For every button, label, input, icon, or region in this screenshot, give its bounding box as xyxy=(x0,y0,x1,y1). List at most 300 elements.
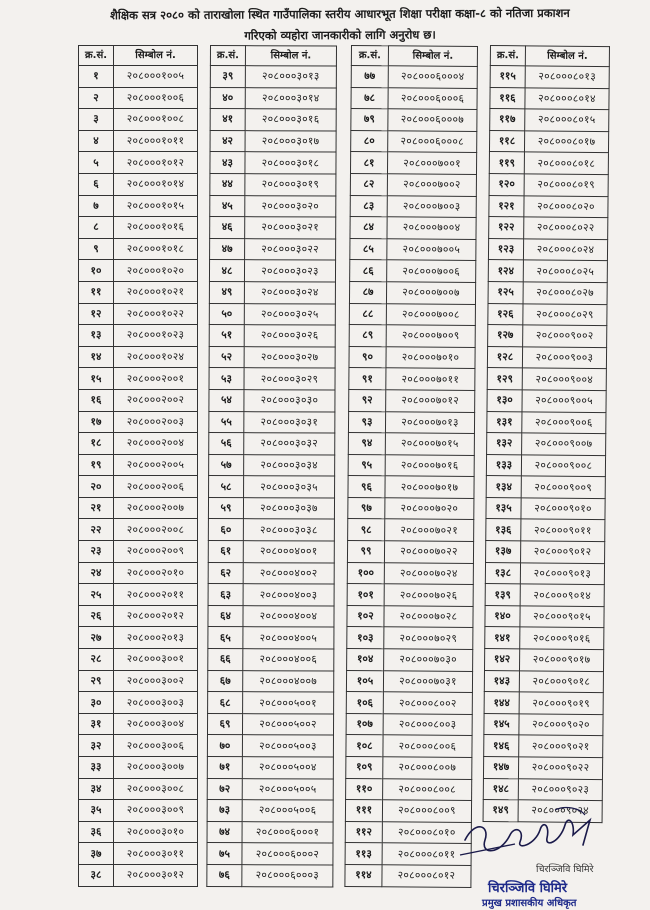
symbol-number-cell: २०८०००९०१० xyxy=(521,498,605,520)
serial-number-cell: ९३ xyxy=(348,411,385,433)
serial-number-cell: १८ xyxy=(79,433,114,455)
table-row xyxy=(350,217,476,240)
serial-number-cell: १२८ xyxy=(487,346,522,368)
serial-number-cell: १२५ xyxy=(488,281,523,303)
symbol-number-cell: २०८०००३०२४ xyxy=(244,282,335,304)
symbol-number-cell: २०८०००७०२८ xyxy=(384,606,473,628)
table-row xyxy=(207,843,333,865)
table-row xyxy=(208,497,334,519)
table-row xyxy=(210,238,336,260)
symbol-header: सिम्बोल नं. xyxy=(114,46,198,66)
symbol-number-cell: २०८०००९००२ xyxy=(523,325,607,347)
symbol-number-cell: २०८०००५००४ xyxy=(242,757,333,779)
table-row xyxy=(347,627,473,650)
symbol-number-cell: २०८०००८०१२ xyxy=(382,865,471,887)
serial-number-cell: ५८ xyxy=(209,476,244,498)
table-row xyxy=(210,130,336,152)
symbol-number-cell: २०८०००६०००२ xyxy=(242,843,333,865)
serial-number-cell: ८७ xyxy=(349,281,386,303)
symbol-number-cell: २०८०००९०११ xyxy=(521,519,605,541)
table-row xyxy=(487,346,606,369)
serial-number-cell: २३ xyxy=(79,541,114,563)
symbol-number-cell: २०८०००९०१५ xyxy=(520,606,604,628)
symbol-number-cell: २०८०००३०३० xyxy=(244,390,335,412)
table-row xyxy=(79,519,198,541)
serial-number-cell: ७७ xyxy=(351,66,388,88)
table-row xyxy=(490,87,609,110)
table-row xyxy=(349,368,475,391)
table-row xyxy=(208,519,334,541)
table-row xyxy=(79,605,198,627)
table-row xyxy=(350,260,476,283)
symbol-number-cell: २०८०००१००६ xyxy=(114,87,198,109)
serial-header: क्र.सं. xyxy=(490,46,525,66)
symbol-number-cell: २०८०००२०१२ xyxy=(114,605,198,627)
symbol-number-cell: २०८०००२००८ xyxy=(114,519,198,541)
serial-number-cell: ४० xyxy=(210,87,245,109)
symbol-number-cell: २०८०००९००९ xyxy=(521,476,605,498)
symbol-number-cell: २०८०००५००३ xyxy=(242,735,333,757)
results-table-2 xyxy=(206,45,337,887)
symbol-number-cell: २०८०००७००७ xyxy=(386,282,475,304)
table-row xyxy=(79,281,198,303)
serial-number-cell: २४ xyxy=(79,562,114,584)
table-row xyxy=(350,173,476,196)
table-row xyxy=(79,821,198,843)
table-row xyxy=(347,562,473,585)
serial-number-cell: ५५ xyxy=(209,411,244,433)
serial-number-cell: १०६ xyxy=(346,692,383,714)
serial-number-cell: १३४ xyxy=(486,476,521,498)
table-row xyxy=(209,389,335,411)
serial-number-cell: १०९ xyxy=(346,756,383,778)
table-row xyxy=(486,476,605,499)
table-row xyxy=(346,713,472,736)
table-row xyxy=(486,454,605,477)
serial-number-cell: ३ xyxy=(79,109,114,131)
serial-number-cell: ४६ xyxy=(210,217,245,239)
serial-number-cell: १०२ xyxy=(347,605,384,627)
serial-number-cell: १५ xyxy=(79,368,114,390)
serial-number-cell: ४५ xyxy=(210,195,245,217)
symbol-number-cell: २०८०००७००६ xyxy=(387,260,476,282)
symbol-number-cell: २०८०००२००९ xyxy=(114,541,198,563)
table-row xyxy=(208,562,334,584)
table-row xyxy=(489,130,608,153)
serial-number-cell: १४४ xyxy=(484,692,519,714)
serial-number-cell: ८१ xyxy=(350,152,387,174)
symbol-number-cell: २०८०००६०००३ xyxy=(242,865,333,887)
symbol-number-cell: २०८०००८००८ xyxy=(383,778,472,800)
symbol-number-cell: २०८०००७००५ xyxy=(387,239,476,261)
symbol-number-cell: २०८०००३०१९ xyxy=(245,174,336,196)
symbol-number-cell: २०८०००२००५ xyxy=(114,454,198,476)
serial-number-cell: ३१ xyxy=(79,713,114,735)
symbol-number-cell: २०८०००६०००१ xyxy=(242,821,333,843)
symbol-number-cell: २०८०००२००७ xyxy=(114,497,198,519)
symbol-number-cell: २०८०००९००३ xyxy=(522,347,606,369)
serial-number-cell: ४९ xyxy=(209,281,244,303)
symbol-number-cell: २०८०००७०१७ xyxy=(385,476,474,498)
symbol-number-cell: २०८०००९०१९ xyxy=(519,692,603,714)
symbol-number-cell: २०८०००३००३ xyxy=(114,692,198,714)
table-row xyxy=(79,864,198,886)
table-row xyxy=(208,692,334,714)
table-row xyxy=(79,195,198,217)
table-row xyxy=(349,346,475,369)
symbol-number-cell: २०८०००९०२२ xyxy=(518,757,602,779)
notice-heading xyxy=(70,3,610,48)
table-row xyxy=(487,433,606,456)
table-row xyxy=(79,217,198,239)
table-row xyxy=(79,562,198,584)
serial-number-cell: ३८ xyxy=(79,864,114,886)
symbol-number-cell: २०८०००८००२ xyxy=(383,692,472,714)
serial-number-cell: ५२ xyxy=(209,346,244,368)
table-row xyxy=(210,152,336,174)
serial-number-cell: १२४ xyxy=(488,260,523,282)
symbol-number-cell: २०८०००८०१८ xyxy=(524,152,608,174)
table-row xyxy=(79,670,198,692)
table-row xyxy=(349,281,475,304)
serial-number-cell: १४१ xyxy=(485,627,520,649)
symbol-number-cell: २०८०००९०१३ xyxy=(520,562,604,584)
symbol-number-cell: २०८०००७०१२ xyxy=(386,390,475,412)
table-row xyxy=(209,454,335,476)
symbol-number-cell: २०८०००१०२१ xyxy=(114,281,198,303)
table-row xyxy=(487,389,606,412)
table-row xyxy=(348,411,474,434)
serial-number-cell: ३० xyxy=(79,692,114,714)
symbol-number-cell: २०८०००३००९ xyxy=(114,800,198,822)
table-row xyxy=(79,152,198,174)
symbol-number-cell: २०८०००३००४ xyxy=(114,713,198,735)
table-row xyxy=(210,66,336,88)
symbol-number-cell: २०८०००७००८ xyxy=(386,303,475,325)
table-row xyxy=(483,778,602,801)
serial-number-cell: ६६ xyxy=(208,649,243,671)
serial-header: क्र.सं. xyxy=(210,46,245,66)
table-row xyxy=(79,713,198,735)
symbol-number-cell: २०८०००७०२४ xyxy=(384,562,473,584)
table-row xyxy=(79,87,198,109)
serial-number-cell: १२२ xyxy=(489,217,524,239)
serial-number-cell: ३७ xyxy=(79,843,114,865)
serial-number-cell: २५ xyxy=(79,584,114,606)
table-row xyxy=(207,756,333,778)
serial-number-cell: १३९ xyxy=(485,584,520,606)
serial-number-cell: ६९ xyxy=(207,713,242,735)
heading-line-2: गरिएको व्यहोरा जानकारीको लागि अनुरोध छ। xyxy=(244,27,436,43)
symbol-number-cell: २०८०००४००७ xyxy=(243,670,334,692)
symbol-number-cell: २०८०००७०३१ xyxy=(383,670,472,692)
table-row xyxy=(208,627,334,649)
symbol-number-cell: २०८०००९०१८ xyxy=(519,670,603,692)
table-row xyxy=(207,821,333,843)
symbol-header: सिम्बोल नं. xyxy=(388,46,477,67)
table-row xyxy=(486,497,605,520)
table-row xyxy=(484,692,603,715)
table-row xyxy=(209,433,335,455)
table-row xyxy=(208,649,334,671)
table-row xyxy=(489,195,608,218)
table-row xyxy=(351,66,477,89)
serial-number-cell: १३२ xyxy=(487,433,522,455)
serial-number-cell: ९५ xyxy=(348,454,385,476)
table-row xyxy=(207,735,333,757)
symbol-number-cell: २०८०००७०१३ xyxy=(385,411,474,433)
symbol-number-cell: २०८०००३०२९ xyxy=(244,368,335,390)
serial-number-cell: ६८ xyxy=(208,692,243,714)
serial-number-cell: १३३ xyxy=(486,454,521,476)
table-row xyxy=(208,670,334,692)
symbol-number-cell: २०८०००२०११ xyxy=(114,584,198,606)
table-row xyxy=(346,756,472,779)
table-row xyxy=(487,411,606,434)
serial-number-cell: १४ xyxy=(79,346,114,368)
table-row xyxy=(489,152,608,175)
serial-number-cell: ६१ xyxy=(208,541,243,563)
table-row xyxy=(207,713,333,735)
symbol-number-cell: २०८०००८०१९ xyxy=(524,174,608,196)
serial-number-cell: ५० xyxy=(209,303,244,325)
serial-number-cell: ७३ xyxy=(207,800,242,822)
symbol-number-cell: २०८०००९००४ xyxy=(522,368,606,390)
serial-number-cell: ३३ xyxy=(79,757,114,779)
table-row xyxy=(79,541,198,563)
symbol-number-cell: २०८०००४००४ xyxy=(243,605,334,627)
serial-number-cell: ७५ xyxy=(207,843,242,865)
symbol-number-cell: २०८०००३०२१ xyxy=(245,217,336,239)
table-row xyxy=(79,173,198,195)
table-row xyxy=(79,368,198,390)
symbol-number-cell: २०८०००३०२६ xyxy=(244,325,335,347)
table-row xyxy=(79,389,198,411)
serial-number-cell: ३९ xyxy=(210,66,245,88)
symbol-number-cell: २०८०००३०३१ xyxy=(244,411,335,433)
serial-number-cell: ४२ xyxy=(210,130,245,152)
serial-number-cell: ८ xyxy=(79,217,114,239)
symbol-number-cell: २०८०००३००६ xyxy=(114,735,198,757)
symbol-number-cell: २०८०००५००६ xyxy=(242,800,333,822)
table-row xyxy=(488,260,607,283)
symbol-number-cell: २०८०००९०२३ xyxy=(518,778,602,800)
table-row xyxy=(79,66,198,88)
table-row xyxy=(350,238,476,261)
serial-number-cell: १४२ xyxy=(484,649,519,671)
table-row xyxy=(79,497,198,519)
table-row xyxy=(208,541,334,563)
serial-number-cell: १२० xyxy=(489,173,524,195)
symbol-number-cell: २०८०००४००२ xyxy=(243,562,334,584)
table-row xyxy=(347,605,473,628)
serial-number-cell: ८२ xyxy=(350,173,387,195)
symbol-header: सिम्बोल नं. xyxy=(245,46,336,66)
table-row xyxy=(79,260,198,282)
serial-number-cell: १९ xyxy=(79,454,114,476)
symbol-number-cell: २०८०००९०१७ xyxy=(519,649,603,671)
serial-number-cell: १४० xyxy=(485,605,520,627)
table-header-row xyxy=(490,46,609,67)
table-row xyxy=(207,778,333,800)
symbol-number-cell: २०८०००२००२ xyxy=(114,389,198,411)
table-row xyxy=(484,670,603,693)
serial-number-cell: ८९ xyxy=(349,325,386,347)
serial-number-cell: ९२ xyxy=(349,389,386,411)
symbol-number-cell: २०८०००२००१ xyxy=(114,368,198,390)
table-row xyxy=(350,195,476,218)
table-row xyxy=(79,130,198,152)
symbol-number-cell: २०८०००८००९ xyxy=(382,800,471,822)
table-row xyxy=(351,109,477,132)
symbol-number-cell: २०८०००७०२९ xyxy=(384,627,473,649)
symbol-number-cell: २०८०००३०१८ xyxy=(245,152,336,174)
table-row xyxy=(485,562,604,585)
symbol-number-cell: २०८०००३०१२ xyxy=(114,864,198,886)
symbol-number-cell: २०८०००८०२५ xyxy=(523,260,607,282)
table-row xyxy=(79,303,198,325)
serial-number-cell: ११४ xyxy=(345,864,382,886)
symbol-number-cell: २०८०००९०२० xyxy=(519,714,603,736)
serial-number-cell: १३५ xyxy=(486,497,521,519)
symbol-number-cell: २०८०००९०१४ xyxy=(520,584,604,606)
serial-number-cell: ७० xyxy=(207,735,242,757)
symbol-number-cell: २०८०००१०१८ xyxy=(114,238,198,260)
symbol-number-cell: २०८०००६०००६ xyxy=(388,87,477,109)
serial-number-cell: ४८ xyxy=(209,260,244,282)
table-row xyxy=(79,843,198,865)
serial-number-cell: १०१ xyxy=(347,584,384,606)
symbol-number-cell: २०८०००६०००४ xyxy=(388,66,477,88)
table-row xyxy=(210,217,336,239)
symbol-number-cell: २०८०००३०१७ xyxy=(245,130,336,152)
table-row xyxy=(79,692,198,714)
serial-number-cell: ४३ xyxy=(210,152,245,174)
table-row xyxy=(350,152,476,175)
serial-number-cell: १३१ xyxy=(487,411,522,433)
serial-number-cell: ४७ xyxy=(210,238,245,260)
serial-number-cell: ११ xyxy=(79,281,114,303)
serial-number-cell: ११७ xyxy=(490,109,525,131)
table-row xyxy=(345,843,471,866)
symbol-number-cell: २०८०००७००३ xyxy=(387,195,476,217)
serial-number-cell: ७ xyxy=(79,195,114,217)
table-row xyxy=(348,454,474,477)
table-row xyxy=(345,864,471,887)
symbol-number-cell: २०८०००८०२० xyxy=(524,195,608,217)
table-row xyxy=(348,497,474,520)
table-row xyxy=(209,281,335,303)
symbol-number-cell: २०८०००८०२९ xyxy=(523,303,607,325)
table-row xyxy=(345,821,471,844)
serial-number-cell: १४८ xyxy=(483,778,518,800)
table-row xyxy=(347,649,473,672)
serial-number-cell: १०३ xyxy=(347,627,384,649)
symbol-number-cell: २०८०००९०२१ xyxy=(519,735,603,757)
symbol-number-cell: २०८०००२००४ xyxy=(114,433,198,455)
symbol-number-cell: २०८०००२०१३ xyxy=(114,627,198,649)
table-row xyxy=(209,303,335,325)
serial-number-cell: ९७ xyxy=(348,497,385,519)
table-header-row xyxy=(351,46,477,67)
symbol-header: सिम्बोल नं. xyxy=(525,46,609,67)
symbol-number-cell: २०८०००७०३० xyxy=(384,649,473,671)
symbol-number-cell: २०८०००२००६ xyxy=(114,476,198,498)
table-row xyxy=(349,389,475,412)
serial-number-cell: २९ xyxy=(79,670,114,692)
serial-number-cell: ४१ xyxy=(210,109,245,131)
symbol-number-cell: २०८०००५००२ xyxy=(242,713,333,735)
symbol-number-cell: २०८०००८०११ xyxy=(382,843,471,865)
table-row xyxy=(209,476,335,498)
serial-number-cell: १११ xyxy=(345,800,382,822)
table-row xyxy=(209,346,335,368)
serial-number-cell: १०८ xyxy=(346,735,383,757)
serial-number-cell: ११२ xyxy=(345,821,382,843)
serial-number-cell: ६४ xyxy=(208,605,243,627)
serial-number-cell: ६५ xyxy=(208,627,243,649)
symbol-number-cell: २०८०००८००३ xyxy=(383,714,472,736)
heading-line-1: शैक्षिक सत्र २०८० को ताराखोला स्थित गाउँपालिका स्तरीय आधारभूत शिक्षा परीक्षा कक्षा-८ को नतिजा प्रकाशन xyxy=(110,5,570,23)
table-row xyxy=(79,778,198,800)
serial-number-cell: ११३ xyxy=(345,843,382,865)
table-row xyxy=(79,627,198,649)
handwritten-signature xyxy=(455,800,615,870)
serial-number-cell: १२३ xyxy=(488,238,523,260)
table-row xyxy=(209,411,335,433)
symbol-number-cell: २०८०००६०००७ xyxy=(388,109,477,131)
table-row xyxy=(488,325,607,348)
table-row xyxy=(79,109,198,131)
serial-number-cell: ५९ xyxy=(208,497,243,519)
symbol-number-cell: २०८०००३०१६ xyxy=(245,109,336,131)
serial-number-cell: २८ xyxy=(79,649,114,671)
table-row xyxy=(487,368,606,391)
table-row xyxy=(484,735,603,758)
serial-number-cell: ९४ xyxy=(348,433,385,455)
serial-number-cell: ९९ xyxy=(347,541,384,563)
table-row xyxy=(348,476,474,499)
table-row xyxy=(483,756,602,779)
serial-number-cell: १०७ xyxy=(346,713,383,735)
symbol-number-cell: २०८०००४००३ xyxy=(243,584,334,606)
symbol-number-cell: २०८०००२०१० xyxy=(114,562,198,584)
serial-number-cell: १४३ xyxy=(484,670,519,692)
serial-number-cell: १७ xyxy=(79,411,114,433)
symbol-number-cell: २०८०००९०२४ xyxy=(518,800,602,822)
serial-number-cell: २० xyxy=(79,476,114,498)
symbol-number-cell: २०८०००९००७ xyxy=(522,433,606,455)
table-header-row xyxy=(210,46,336,67)
serial-number-cell: ८० xyxy=(351,130,388,152)
results-table-3 xyxy=(344,45,478,888)
symbol-number-cell: २०८०००३००२ xyxy=(114,670,198,692)
serial-number-cell: १३६ xyxy=(486,519,521,541)
serial-number-cell: १३० xyxy=(487,389,522,411)
symbol-number-cell: २०८०००३०१० xyxy=(114,821,198,843)
table-row xyxy=(79,346,198,368)
serial-number-cell: १३ xyxy=(79,325,114,347)
symbol-number-cell: २०८०००९००५ xyxy=(522,390,606,412)
serial-number-cell: १४६ xyxy=(484,735,519,757)
symbol-number-cell: २०८०००८०१५ xyxy=(525,109,609,131)
symbol-number-cell: २०८०००१०२० xyxy=(114,260,198,282)
symbol-number-cell: २०८०००१०१५ xyxy=(114,195,198,217)
serial-number-cell: ९१ xyxy=(349,368,386,390)
symbol-number-cell: २०८०००१०२२ xyxy=(114,303,198,325)
table-row xyxy=(79,584,198,606)
table-row xyxy=(346,735,472,758)
